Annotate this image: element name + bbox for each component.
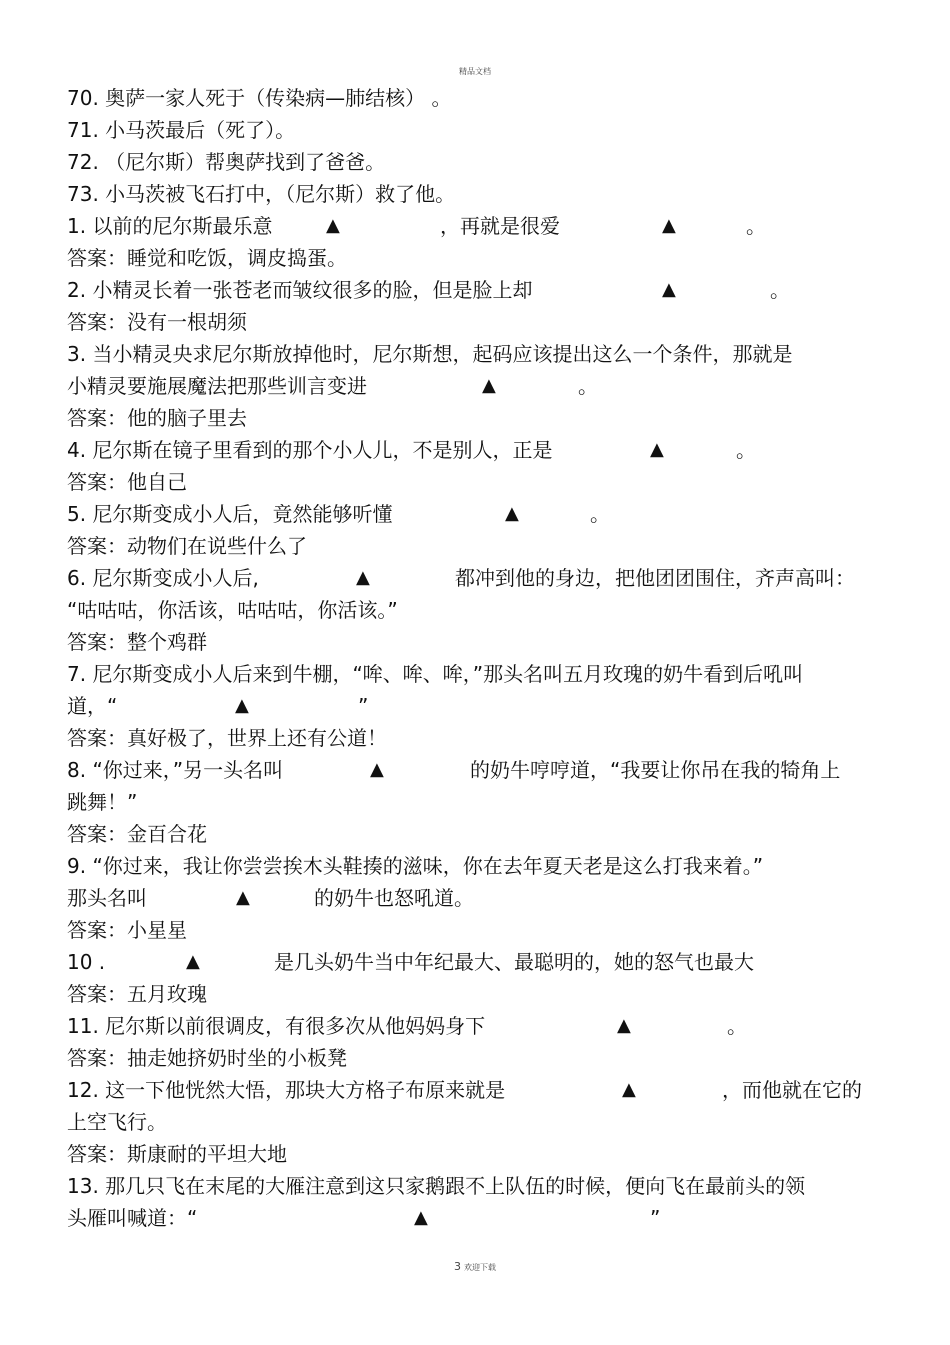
- blank-marker-icon: ▲: [662, 215, 676, 236]
- answer-line-70: 70. 奥萨一家人死于（传染病—肺结核） 。: [67, 86, 452, 110]
- question-7-text-a: 7. 尼尔斯变成小人后来到牛棚，“哞、哞、哞，”那头名叫五月玫瑰的奶牛看到后吼叫: [67, 662, 804, 686]
- question-8-text-b: 的奶牛哼哼道，“我要让你吊在我的犄角上: [470, 758, 841, 782]
- question-1-text-c: 。: [746, 214, 766, 238]
- footer-text: 欢迎下载: [464, 1263, 496, 1272]
- answer-11: 答案：抽走她挤奶时坐的小板凳: [67, 1046, 347, 1070]
- blank-marker-icon: ▲: [370, 759, 384, 780]
- question-1-text-b: ，再就是很爱: [440, 214, 560, 238]
- question-3-text-c: 。: [578, 374, 598, 398]
- question-12-text-b: ，而他就在它的: [722, 1078, 862, 1102]
- answer-5: 答案：动物们在说些什么了: [67, 534, 307, 558]
- question-4-text-a: 4. 尼尔斯在镜子里看到的那个小人儿，不是别人，正是: [67, 438, 553, 462]
- answer-line-71: 71. 小马茨最后（死了）。: [67, 118, 296, 142]
- question-2-text-c: 。: [770, 278, 790, 302]
- blank-marker-icon: ▲: [414, 1207, 428, 1228]
- question-3-text-a: 3. 当小精灵央求尼尔斯放掉他时，尼尔斯想，起码应该提出这么一个条件，那就是: [67, 342, 793, 366]
- answer-line-73: 73. 小马茨被飞石打中，（尼尔斯）救了他。: [67, 182, 456, 206]
- question-1-text-a: 1. 以前的尼尔斯最乐意: [67, 214, 273, 238]
- answer-2: 答案：没有一根胡须: [67, 310, 247, 334]
- answer-4: 答案：他自己: [67, 470, 187, 494]
- question-13-text-a: 13. 那几只飞在末尾的大雁注意到这只家鹅跟不上队伍的时候，便向飞在最前头的领: [67, 1174, 806, 1198]
- question-6-text-a: 6. 尼尔斯变成小人后,: [67, 566, 259, 590]
- blank-marker-icon: ▲: [235, 695, 249, 716]
- blank-marker-icon: ▲: [326, 215, 340, 236]
- question-12-text-a: 12. 这一下他恍然大悟，那块大方格子布原来就是: [67, 1078, 506, 1102]
- question-7-text-c: ”: [358, 694, 369, 718]
- page-header: 精品文档: [459, 67, 491, 76]
- blank-marker-icon: ▲: [622, 1079, 636, 1100]
- question-13-text-b: 头雁叫喊道：“: [67, 1206, 198, 1230]
- answer-7: 答案：真好极了，世界上还有公道！: [67, 726, 387, 750]
- page-footer: [0, 1260, 950, 1273]
- question-11-text-a: 11. 尼尔斯以前很调皮，有很多次从他妈妈身下: [67, 1014, 486, 1038]
- blank-marker-icon: ▲: [186, 951, 200, 972]
- page-number: 3: [454, 1260, 461, 1273]
- answer-6: 答案：整个鸡群: [67, 630, 207, 654]
- blank-marker-icon: ▲: [505, 503, 519, 524]
- question-7-text-b: 道，“: [67, 694, 118, 718]
- blank-marker-icon: ▲: [482, 375, 496, 396]
- question-2-text-a: 2. 小精灵长着一张苍老而皱纹很多的脸，但是脸上却: [67, 278, 533, 302]
- question-4-text-c: 。: [736, 438, 756, 462]
- blank-marker-icon: ▲: [662, 279, 676, 300]
- question-6-text-b: 都冲到他的身边，把他团团围住，齐声高叫：: [455, 566, 855, 590]
- question-9-text-b: 那头名叫: [67, 886, 147, 910]
- question-6-text-d: “咕咕咕，你活该，咕咕咕，你活该。”: [67, 598, 398, 622]
- question-9-text-a: 9. “你过来，我让你尝尝挨木头鞋揍的滋味，你在去年夏天老是这么打我来着。”: [67, 854, 764, 878]
- question-10-number: 10 .: [67, 950, 106, 974]
- question-8-text-d: 跳舞！”: [67, 790, 138, 814]
- answer-10: 答案：五月玫瑰: [67, 982, 207, 1006]
- question-9-text-c: 的奶牛也怒吼道。: [314, 886, 474, 910]
- answer-line-72: 72. （尼尔斯）帮奥萨找到了爸爸。: [67, 150, 386, 174]
- blank-marker-icon: ▲: [236, 887, 250, 908]
- blank-marker-icon: ▲: [617, 1015, 631, 1036]
- question-5-text-c: 。: [590, 502, 610, 526]
- answer-9: 答案：小星星: [67, 918, 187, 942]
- answer-12: 答案：斯康耐的平坦大地: [67, 1142, 287, 1166]
- question-5-text-a: 5. 尼尔斯变成小人后，竟然能够听懂: [67, 502, 393, 526]
- question-13-text-c: ”: [650, 1206, 661, 1230]
- question-10-text-b: 是几头奶牛当中年纪最大、最聪明的，她的怒气也最大: [274, 950, 754, 974]
- question-3-text-b: 小精灵要施展魔法把那些训言变进: [67, 374, 367, 398]
- question-11-text-c: 。: [727, 1014, 747, 1038]
- answer-8: 答案：金百合花: [67, 822, 207, 846]
- answer-3: 答案：他的脑子里去: [67, 406, 247, 430]
- blank-marker-icon: ▲: [650, 439, 664, 460]
- blank-marker-icon: ▲: [356, 567, 370, 588]
- answer-1: 答案：睡觉和吃饭，调皮捣蛋。: [67, 246, 347, 270]
- question-8-text-a: 8. “你过来，”另一头名叫: [67, 758, 284, 782]
- question-12-text-d: 上空飞行。: [67, 1110, 167, 1134]
